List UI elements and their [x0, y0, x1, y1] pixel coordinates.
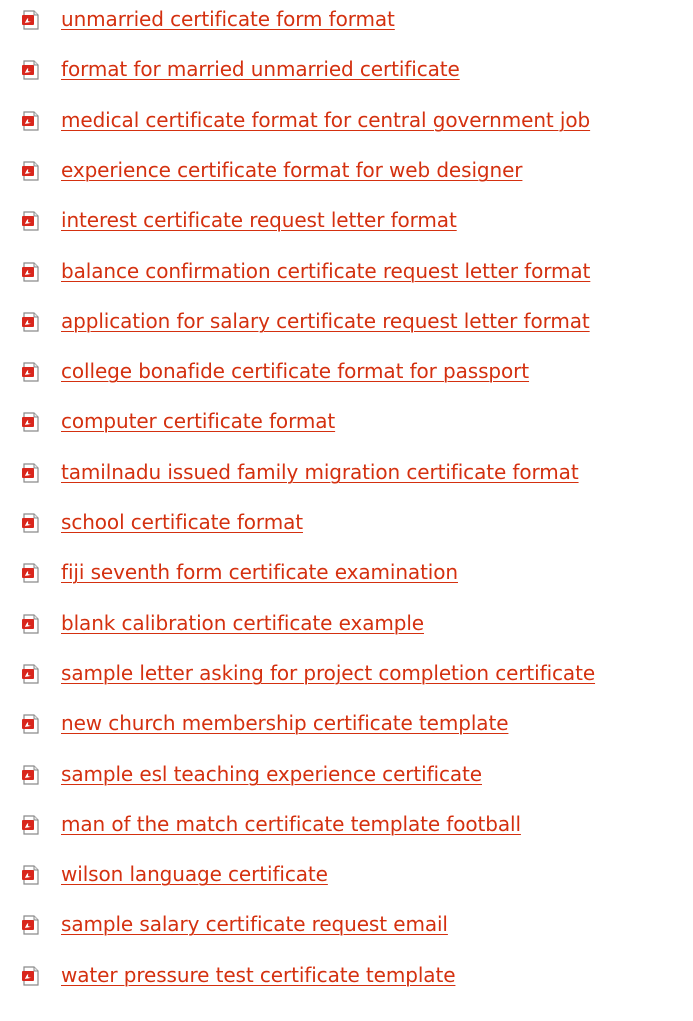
- list-item: [0, 956, 693, 996]
- document-link[interactable]: fiji seventh form certificate examination: [61, 560, 458, 584]
- pdf-file-icon: [22, 815, 40, 835]
- list-item: [0, 151, 693, 191]
- list-item: [0, 101, 693, 141]
- document-link[interactable]: balance confirmation certificate request letter format: [61, 259, 591, 283]
- list-item: [0, 755, 693, 795]
- document-link[interactable]: new church membership certificate template: [61, 711, 509, 735]
- pdf-file-icon: [22, 966, 40, 986]
- pdf-file-icon: [22, 463, 40, 483]
- document-link[interactable]: interest certificate request letter format: [61, 208, 457, 232]
- pdf-file-icon: [22, 714, 40, 734]
- list-item: [0, 604, 693, 644]
- document-link[interactable]: unmarried certificate form format: [61, 7, 395, 31]
- document-link[interactable]: sample salary certificate request email: [61, 912, 448, 936]
- document-link[interactable]: water pressure test certificate template: [61, 963, 456, 987]
- document-link[interactable]: experience certificate format for web designer: [61, 158, 523, 182]
- document-link[interactable]: sample letter asking for project completion certificate: [61, 661, 596, 685]
- document-link[interactable]: man of the match certificate template football: [61, 812, 521, 836]
- pdf-file-icon: [22, 513, 40, 533]
- pdf-file-icon: [22, 60, 40, 80]
- list-item: [0, 905, 693, 945]
- document-link[interactable]: wilson language certificate: [61, 862, 328, 886]
- list-item: [0, 0, 693, 40]
- list-item: [0, 302, 693, 342]
- pdf-file-icon: [22, 765, 40, 785]
- list-item: [0, 402, 693, 442]
- pdf-file-icon: [22, 664, 40, 684]
- document-link[interactable]: computer certificate format: [61, 409, 336, 433]
- document-link[interactable]: application for salary certificate request letter format: [61, 309, 590, 333]
- pdf-file-icon: [22, 262, 40, 282]
- document-link[interactable]: college bonafide certificate format for passport: [61, 359, 530, 383]
- list-item: [0, 553, 693, 593]
- list-item: [0, 201, 693, 241]
- pdf-file-icon: [22, 614, 40, 634]
- list-item: [0, 855, 693, 895]
- list-item: [0, 252, 693, 292]
- pdf-file-icon: [22, 161, 40, 181]
- pdf-file-icon: [22, 563, 40, 583]
- list-item: [0, 704, 693, 744]
- pdf-file-icon: [22, 865, 40, 885]
- list-item: [0, 805, 693, 845]
- pdf-file-icon: [22, 312, 40, 332]
- pdf-file-icon: [22, 111, 40, 131]
- pdf-file-icon: [22, 915, 40, 935]
- document-link[interactable]: school certificate format: [61, 510, 303, 534]
- list-item: [0, 654, 693, 694]
- document-link[interactable]: tamilnadu issued family migration certificate format: [61, 460, 579, 484]
- pdf-file-icon: [22, 10, 40, 30]
- list-item: [0, 453, 693, 493]
- pdf-file-icon: [22, 412, 40, 432]
- pdf-file-icon: [22, 362, 40, 382]
- document-link[interactable]: sample esl teaching experience certificate: [61, 762, 482, 786]
- list-item: [0, 503, 693, 543]
- document-link[interactable]: blank calibration certificate example: [61, 611, 424, 635]
- list-item: [0, 352, 693, 392]
- document-link[interactable]: medical certificate format for central government job: [61, 108, 591, 132]
- pdf-file-icon: [22, 211, 40, 231]
- document-link[interactable]: format for married unmarried certificate: [61, 57, 460, 81]
- list-item: [0, 50, 693, 90]
